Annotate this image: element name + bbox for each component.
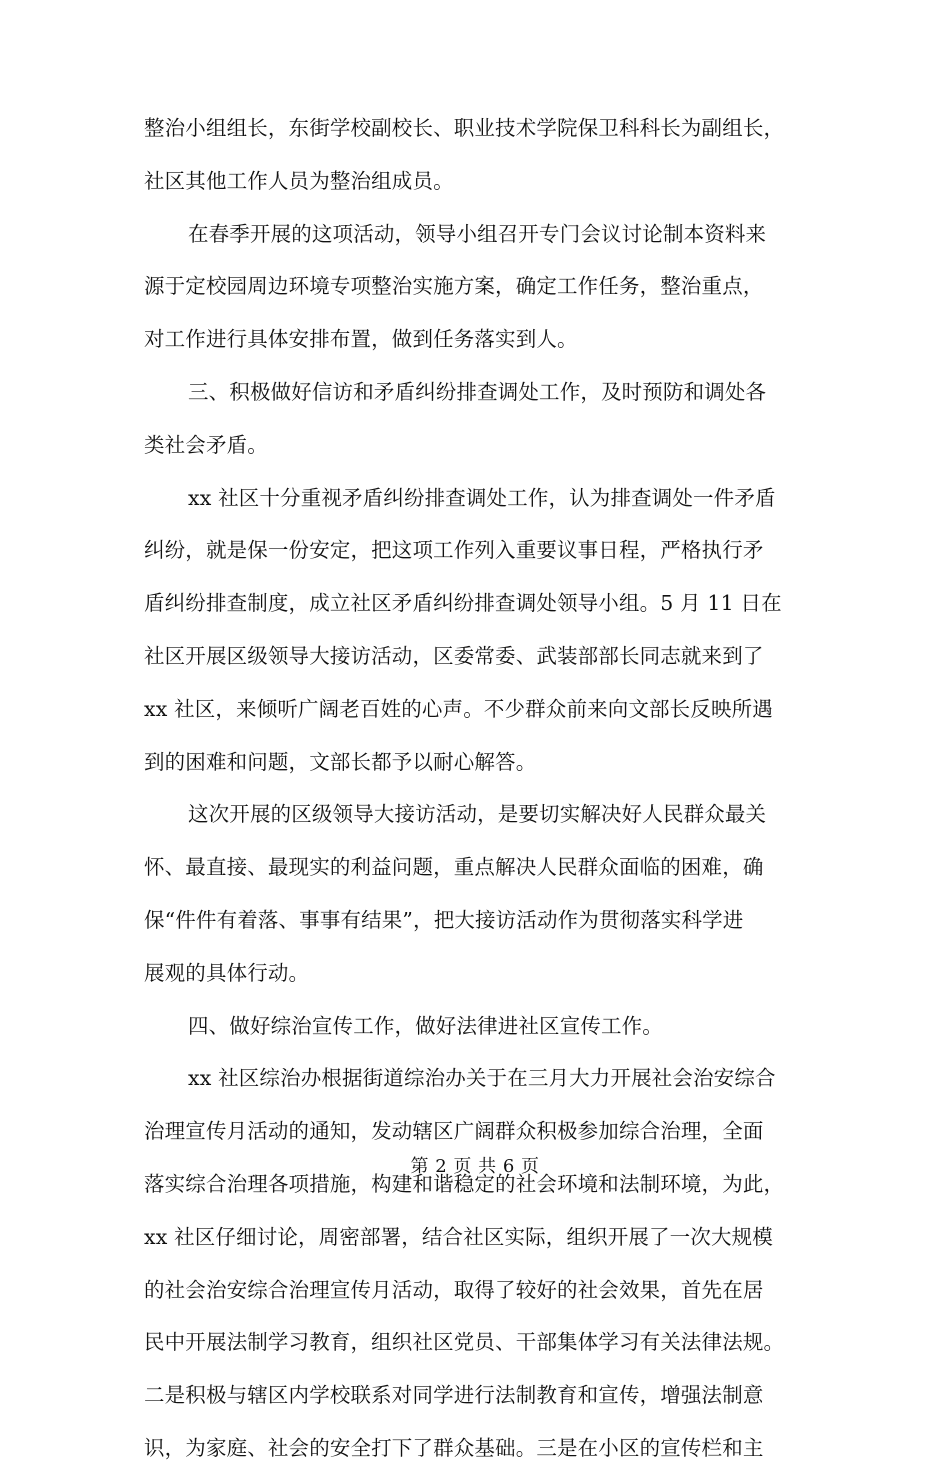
page-footer: 第 2 页 共 6 页 <box>410 1156 540 1177</box>
document-body <box>144 102 810 1475</box>
text-line: 四、做好综治宣传工作，做好法律进社区宣传工作。 <box>188 1013 663 1038</box>
text-line: xx 社区综治办根据街道综治办关于在三月大力开展社会治安综合 <box>188 1066 776 1091</box>
text-line: 纠纷，就是保一份安定，把这项工作列入重要议事日程，严格执行矛 <box>144 538 764 563</box>
text-line: 社区其他工作人员为整治组成员。 <box>144 168 454 193</box>
text-line: 保“件件有着落、事事有结果”，把大接访活动作为贯彻落实科学进 <box>144 907 744 932</box>
text-line: 到的困难和问题，文部长都予以耐心解答。 <box>144 749 537 774</box>
text-line: 这次开展的区级领导大接访活动，是要切实解决好人民群众最关 <box>188 802 767 827</box>
text-line: 识，为家庭、社会的安全打下了群众基础。三是在小区的宣传栏和主 <box>144 1435 764 1460</box>
text-line: xx 社区十分重视矛盾纠纷排查调处工作，认为排查调处一件矛盾 <box>188 485 776 510</box>
text-line: 整治小组组长，东街学校副校长、职业技术学院保卫科科长为副组长， <box>144 116 785 140</box>
text-line: 对工作进行具体安排布置，做到任务落实到人。 <box>144 327 578 352</box>
text-line: 的社会治安综合治理宣传月活动，取得了较好的社会效果，首先在居 <box>144 1277 764 1302</box>
text-line: 类社会矛盾。 <box>144 432 268 457</box>
text-line: 民中开展法制学习教育，组织社区党员、干部集体学习有关法律法规。 <box>144 1330 785 1355</box>
text-line: 展观的具体行动。 <box>144 960 310 985</box>
text-line: 落实综合治理各项措施，构建和谐稳定的社会环境和法制环境，为此， <box>144 1171 785 1196</box>
text-line: 社区开展区级领导大接访活动，区委常委、武装部部长同志就来到了 <box>144 643 764 668</box>
text-line: 盾纠纷排查制度，成立社区矛盾纠纷排查调处领导小组。5 月 11 日在 <box>144 591 782 616</box>
text-line: 在春季开展的这项活动，领导小组召开专门会议讨论制本资料来 <box>188 221 767 246</box>
text-line: 三、积极做好信访和矛盾纠纷排查调处工作，及时预防和调处各 <box>188 379 767 404</box>
text-line: 怀、最直接、最现实的利益问题，重点解决人民群众面临的困难，确 <box>144 855 764 880</box>
text-line: 源于定校园周边环境专项整治实施方案，确定工作任务，整治重点， <box>144 274 764 299</box>
text-line: xx 社区仔细讨论，周密部署，结合社区实际，组织开展了一次大规模 <box>144 1224 773 1249</box>
text-line: 治理宣传月活动的通知，发动辖区广阔群众积极参加综合治理，全面 <box>144 1119 764 1144</box>
text-line: xx 社区，来倾听广阔老百姓的心声。不少群众前来向文部长反映所遇 <box>144 696 773 721</box>
text-line: 二是积极与辖区内学校联系对同学进行法制教育和宣传，增强法制意 <box>144 1383 764 1408</box>
